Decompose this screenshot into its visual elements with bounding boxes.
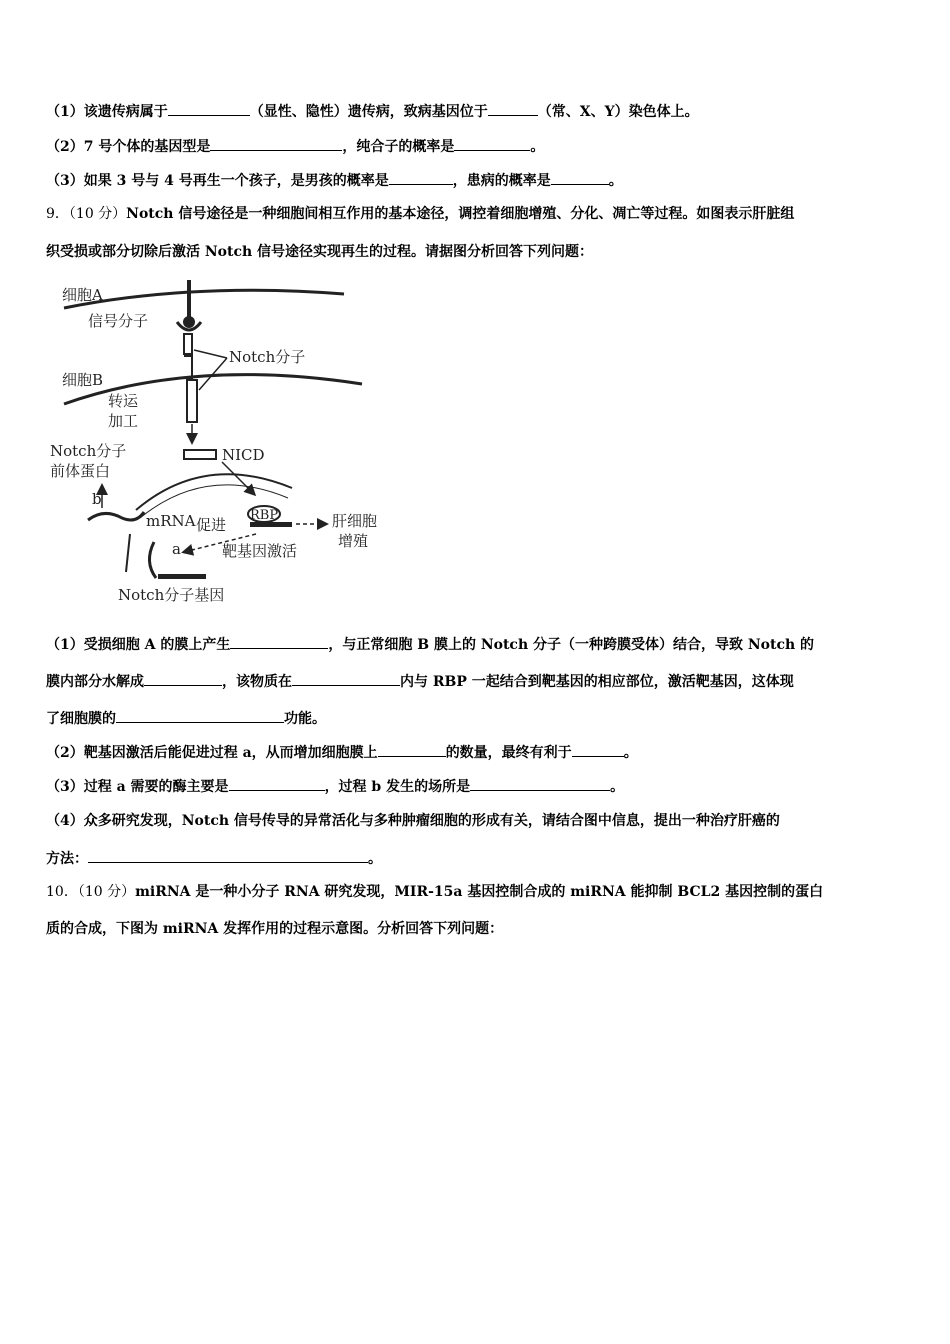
process-a-label: a — [172, 540, 181, 558]
q10-intro-text2: 质的合成，下图为 miRNA 发挥作用的过程示意图。分析回答下列问题： — [46, 921, 504, 937]
q10-intro-line2 — [46, 919, 916, 939]
q9-sub1-text-e: 内与 RBP 一起结合到靶基因的相应部位，激活靶基因，这体现 — [400, 674, 794, 690]
q9-sub1-text-c: 膜内部分水解成 — [46, 674, 144, 690]
gene-strand — [149, 542, 156, 578]
answer-blank[interactable] — [210, 136, 342, 151]
q9-sub1-line1 — [46, 634, 916, 655]
precursor-label-2: 前体蛋白 — [50, 462, 111, 480]
mrna-label: mRNA — [146, 512, 196, 530]
answer-blank[interactable] — [229, 776, 325, 791]
q9-sub1-line3 — [46, 708, 916, 729]
q9-sub4-text-c: 。 — [368, 851, 382, 867]
answer-blank[interactable] — [116, 708, 284, 723]
q9-intro-line1 — [46, 204, 916, 224]
q9-sub4-line2 — [46, 848, 916, 869]
answer-blank[interactable] — [88, 848, 368, 863]
q9-sub1-text-b: ，与正常细胞 B 膜上的 Notch 分子（一种跨膜受体）结合，导致 Notch 的 — [328, 637, 815, 653]
cell-a-label: 细胞A — [62, 286, 103, 304]
q8-part2-text-a: （2）7 号个体的基因型是 — [46, 139, 211, 155]
q9-sub2-text-a: （2）靶基因激活后能促进过程 a，从而增加细胞膜上 — [46, 745, 378, 761]
q8-part3 — [46, 170, 916, 191]
transport-label-2: 加工 — [108, 412, 139, 430]
q9-sub3-text-a: （3）过程 a 需要的酶主要是 — [46, 779, 229, 795]
q9-sub3-text-b: ，过程 b 发生的场所是 — [324, 779, 471, 795]
answer-blank[interactable] — [389, 170, 453, 185]
notch-gene-label: Notch分子基因 — [118, 586, 225, 604]
notch-intracellular-domain — [187, 380, 197, 422]
answer-blank[interactable] — [488, 101, 538, 116]
q8-part1-text-b: （显性、隐性）遗传病，致病基因位于 — [249, 104, 488, 120]
q9-sub1-text-d: ，该物质在 — [222, 674, 292, 690]
answer-blank[interactable] — [454, 136, 530, 151]
answer-blank[interactable] — [230, 634, 328, 649]
q8-part1-text-a: （1）该遗传病属于 — [46, 104, 168, 120]
notch-receptor-transmembrane — [184, 356, 192, 378]
notch-pathway-diagram — [44, 272, 394, 608]
q8-part2-text-b: ，纯合子的概率是 — [342, 139, 455, 155]
notch-pointer-line — [194, 350, 227, 358]
rbp-label: RBP — [250, 508, 279, 523]
q8-part2-text-c: 。 — [530, 139, 545, 155]
q9-sub2 — [46, 742, 916, 763]
notch-receptor-extracellular — [184, 334, 192, 354]
q9-sub4-line1 — [46, 811, 916, 831]
cell-b-label: 细胞B — [62, 371, 104, 389]
q10-number: 10．（10 分） — [46, 884, 136, 900]
cell-a-membrane — [64, 290, 344, 308]
answer-blank[interactable] — [470, 776, 610, 791]
process-b-label: b — [92, 490, 102, 508]
answer-blank[interactable] — [572, 742, 624, 757]
nicd-fragment — [184, 450, 216, 459]
q9-sub1-text-a: （1）受损细胞 A 的膜上产生 — [46, 637, 231, 653]
answer-blank[interactable] — [292, 671, 400, 686]
q10-intro-line1 — [46, 882, 916, 902]
notch-molecule-label: Notch分子 — [229, 348, 306, 366]
answer-blank[interactable] — [144, 671, 222, 686]
mrna-strand — [88, 512, 144, 520]
q9-intro-text1: Notch 信号途径是一种细胞间相互作用的基本途径，调控着细胞增殖、分化、凋亡等过程。如图表示肝脏组 — [126, 206, 795, 222]
signal-molecule-head — [183, 316, 195, 328]
q8-part3-text-c: 。 — [608, 173, 623, 189]
q9-sub1-text-f: 了细胞膜的 — [46, 711, 116, 727]
answer-blank[interactable] — [378, 742, 446, 757]
q10-intro-text1: miRNA 是一种小分子 RNA 研究发现，MIR-15a 基因控制合成的 miRNA 能抑制 BCL2 基因控制的蛋白 — [135, 884, 824, 900]
q9-sub1-line2 — [46, 671, 916, 692]
transport-label-1: 转运 — [108, 392, 139, 410]
liver-label-2: 增殖 — [338, 532, 369, 550]
precursor-label-1: Notch分子 — [50, 442, 127, 460]
q9-sub3-text-c: 。 — [610, 779, 625, 795]
q9-sub4-text-a: （4）众多研究发现，Notch 信号传导的异常活化与多种肿瘤细胞的形成有关，请结合图中信息，提出一种治疗肝癌的 — [46, 813, 780, 829]
q9-intro-line2 — [46, 242, 916, 262]
nicd-label: NICD — [222, 446, 265, 464]
q9-intro-text2: 织受损或部分切除后激活 Notch 信号途径实现再生的过程。请据图分析回答下列问题： — [46, 244, 594, 260]
q9-sub1-text-g: 功能。 — [284, 711, 326, 727]
q9-sub4-text-b: 方法： — [46, 851, 88, 867]
q8-part3-text-b: ，患病的概率是 — [452, 173, 551, 189]
signal-molecule-label: 信号分子 — [88, 312, 149, 330]
answer-blank[interactable] — [551, 170, 609, 185]
gene-strand-left — [126, 534, 130, 572]
q9-sub2-text-b: 的数量，最终有利于 — [445, 745, 572, 761]
nicd-to-rbp-arrow — [222, 462, 254, 494]
q8-part1-text-c: （常、X、Y）染色体上。 — [537, 104, 699, 120]
promote-label: 促进 — [196, 516, 227, 534]
q8-part1 — [46, 101, 916, 122]
q9-sub2-text-c: 。 — [623, 745, 638, 761]
notch-gene-dna — [158, 574, 206, 579]
q8-part2 — [46, 136, 916, 157]
q9-number: 9．（10 分） — [46, 206, 127, 222]
q9-sub3 — [46, 776, 916, 797]
q8-part3-text-a: （3）如果 3 号与 4 号再生一个孩子，是男孩的概率是 — [46, 173, 389, 189]
liver-label-1: 肝细胞 — [332, 512, 378, 530]
answer-blank[interactable] — [168, 101, 250, 116]
target-activation-label: 靶基因激活 — [222, 542, 298, 560]
